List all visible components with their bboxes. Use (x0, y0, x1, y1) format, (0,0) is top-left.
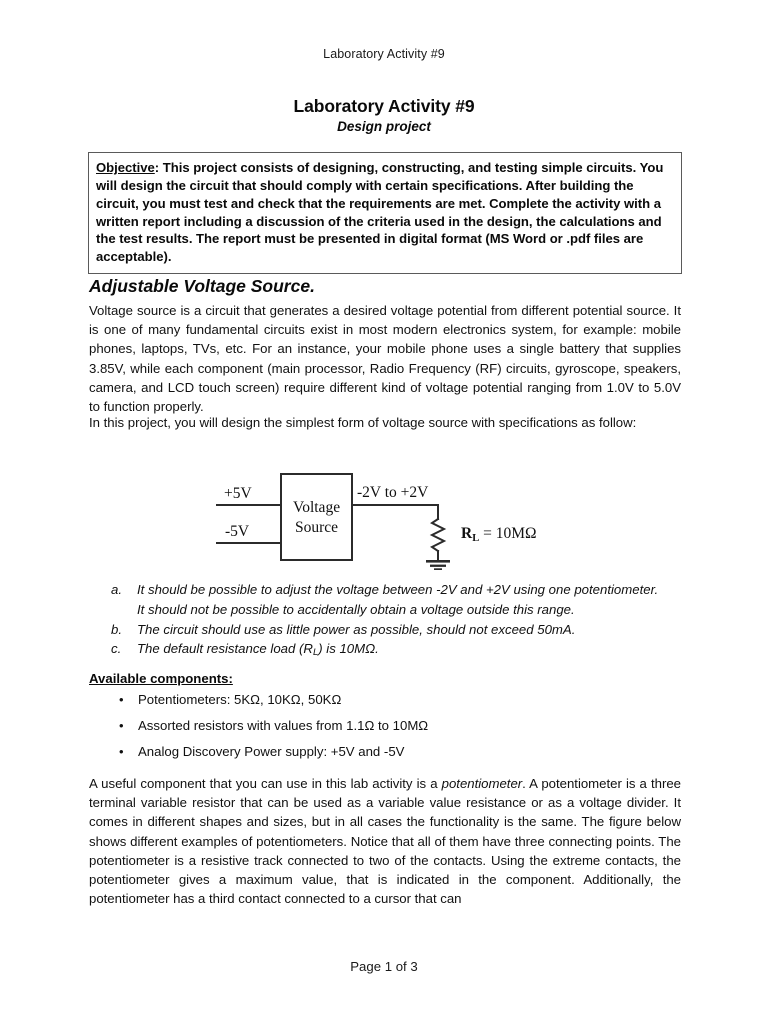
spec-text-c (137, 639, 681, 660)
objective-text (96, 159, 674, 266)
closing-part2: . A potentiometer is a three terminal variable resistor that can be used as a variable value resistance or as a voltage divider. It comes in different shapes and sizes, but in all cases the functionality is the same. The figure below shows different examples of potentiometers. Notice that all of them have three connecting points. The potentiometer is a resistive track connected to two of the contacts. Using the extreme contacts, the potentiometer gives a maximum value, that is indicated in the component. Additionally, the potentiometer has a third contact connected to a cursor that can (89, 776, 681, 907)
circuit-diagram (89, 462, 681, 570)
spec-item-a (89, 580, 681, 620)
spec-line-a1: It should be possible to adjust the voltage between -2V and +2V using one potentiometer. (137, 582, 659, 597)
objective-body: : This project consists of designing, constructing, and testing simple circuits. You will design the circuit that should comply with certain specifications. After building the circuit, you must test and check that the requirements are met. Complete the activity with a written report including a discussion of the criteria used in the design, the calculations and the test results. The report must be presented in digital format (MS Word or .pdf files are acceptable). (96, 160, 664, 265)
label-block-line2: Source (295, 519, 339, 536)
closing-italic-term: potentiometer (441, 776, 523, 791)
spec-item-c (89, 639, 681, 660)
specification-list (89, 580, 681, 661)
section-heading: Adjustable Voltage Source. (89, 276, 315, 296)
spec-marker-b: b. (111, 621, 122, 637)
spec-text-a (137, 580, 681, 620)
bullet-icon: • (119, 743, 124, 759)
available-components-heading: Available components: (89, 671, 233, 686)
component-label: Potentiometers: 5KΩ, 10KΩ, 50KΩ (138, 692, 342, 707)
title-block (0, 96, 768, 134)
closing-part1: A useful component that you can use in this lab activity is a (89, 776, 442, 791)
ground-symbol (426, 560, 450, 570)
spec-item-b (89, 620, 681, 640)
spec-c-subscript: L (312, 647, 319, 659)
list-item (89, 691, 681, 708)
spec-line-a2: It should not be possible to accidentally obtain a voltage outside this range. (137, 601, 575, 617)
label-load-resistor: RL = 10MΩ (461, 525, 537, 544)
label-output: -2V to +2V (357, 484, 429, 501)
voltage-source-block (281, 474, 352, 560)
available-components-list (89, 691, 681, 769)
closing-paragraph (89, 774, 681, 908)
component-label: Assorted resistors with values from 1.1Ω to 10MΩ (138, 717, 429, 733)
objective-label: Objective (96, 160, 155, 175)
label-input-bottom: -5V (225, 523, 250, 540)
running-header: Laboratory Activity #9 (323, 47, 445, 61)
project-paragraph: In this project, you will design the simplest form of voltage source with specifications as follow: (89, 415, 637, 430)
spec-marker-c: c. (111, 641, 122, 657)
page-subtitle: Design project (337, 119, 431, 135)
spec-c-post: ) is 10MΩ. (318, 641, 379, 657)
component-label: Analog Discovery Power supply: +5V and -5V (138, 743, 405, 759)
label-input-top: +5V (224, 485, 252, 502)
page-title: Laboratory Activity #9 (293, 96, 475, 116)
circuit-diagram-svg (89, 462, 681, 570)
page-footer: Page 1 of 3 (350, 959, 418, 974)
spec-text-b: The circuit should use as little power as possible, should not exceed 50mA. (137, 621, 576, 637)
label-block-line1: Voltage (293, 499, 341, 516)
load-resistor (432, 519, 444, 551)
bullet-icon: • (119, 717, 124, 733)
spec-c-pre: The default resistance load (R (137, 641, 313, 657)
list-item (89, 717, 681, 734)
bullet-icon: • (119, 692, 124, 707)
list-item (89, 743, 681, 760)
objective-box (88, 152, 682, 274)
spec-marker-a: a. (111, 582, 122, 597)
intro-paragraph: Voltage source is a circuit that generates a desired voltage potential from different potential source. It is one of many fundamental circuits exist in most modern electronics system, for example: mobile phones, laptops, TVs, etc. For an instance, your mobile phone uses a single battery that supplies 3.85V, while each component (main processor, Radio Frequency (RF) circuits, gyroscope, speakers, camera, and LCD touch screen) require different kind of voltage potential ranging from 1.0V to 5.0V to function properly. (89, 303, 681, 415)
